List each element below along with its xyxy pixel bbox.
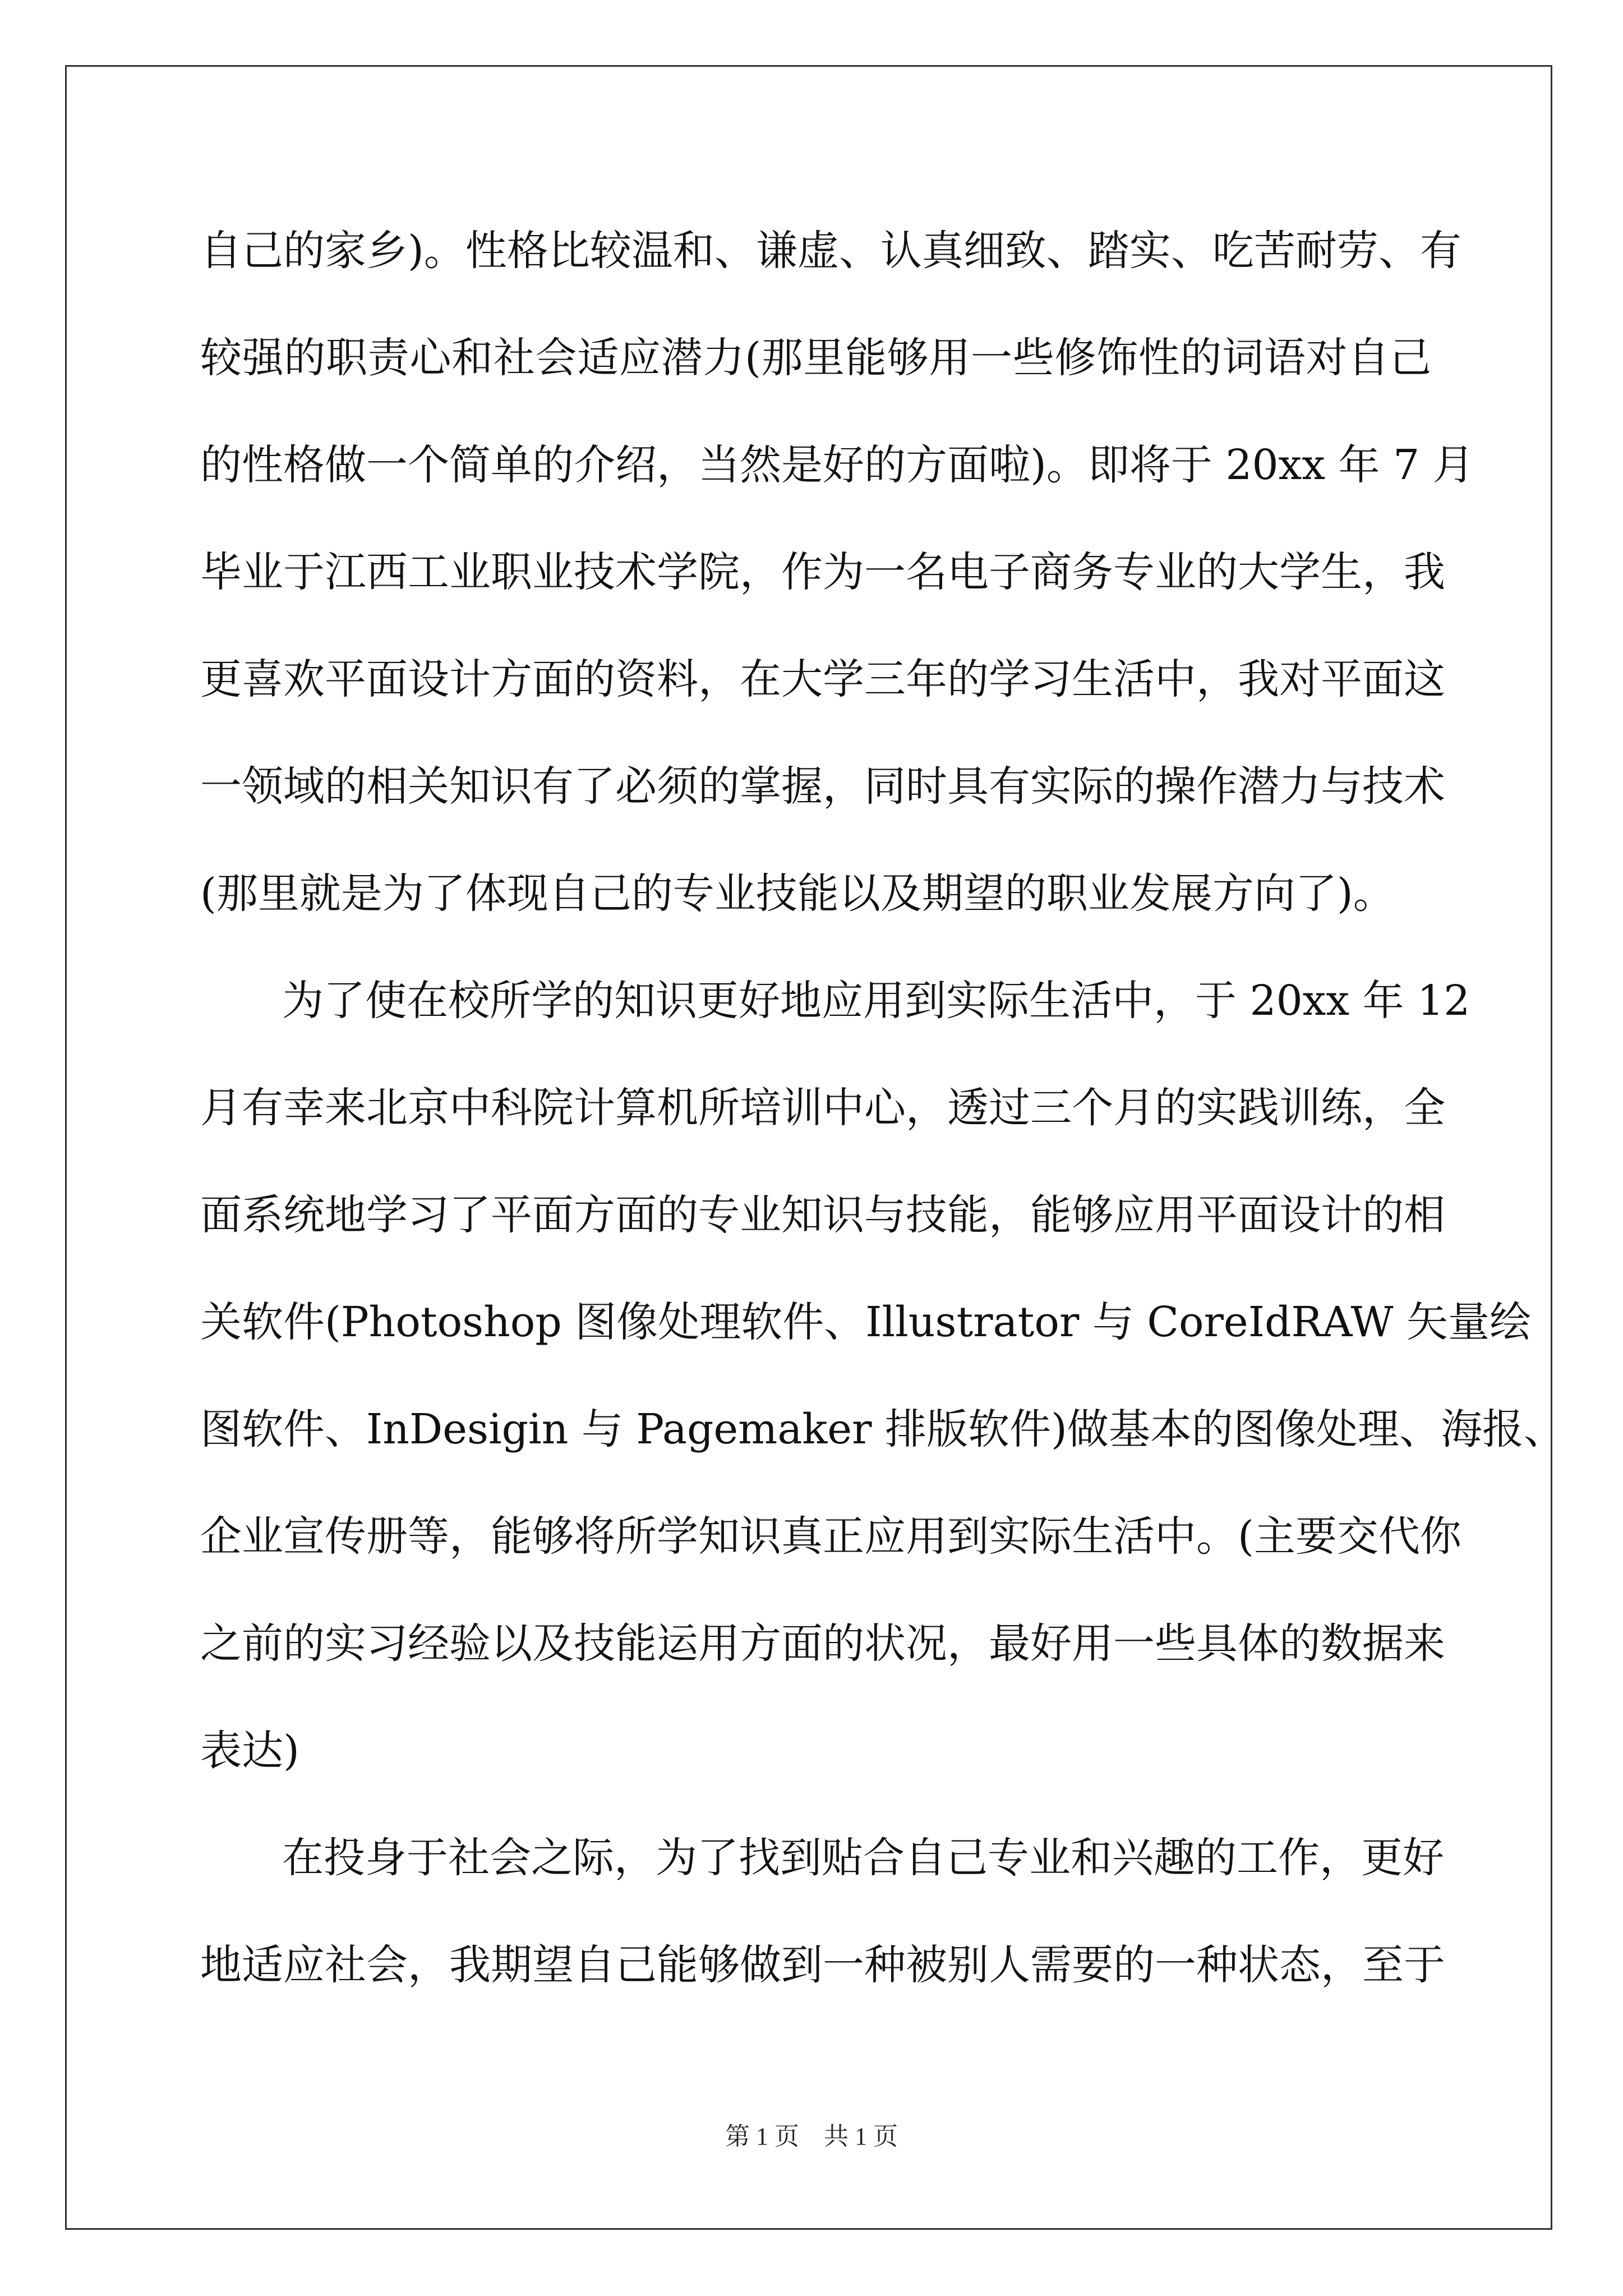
text-line: 之前的实习经验以及技能运用方面的状况，最好用一些具体的数据来 [200, 1619, 1445, 1668]
paragraph-first-line: 为了使在校所学的知识更好地应用到实际生活中，于 20xx 年 12 [282, 977, 1470, 1025]
text-line: 关软件(Photoshop 图像处理软件、Illustrator 与 CoreIdRAW 矢量绘 [200, 1298, 1532, 1346]
text-line: 一领域的相关知识有了必须的掌握，同时具有实际的操作潜力与技术 [200, 762, 1445, 811]
document-body [200, 222, 1565, 2043]
paragraph-first-line: 在投身于社会之际，为了找到贴合自己专业和兴趣的工作，更好 [282, 1834, 1444, 1882]
text-line: 毕业于江西工业职业技术学院，作为一名电子商务专业的大学生，我 [200, 548, 1445, 596]
text-line: 企业宣传册等，能够将所学知识真正应用到实际生活中。(主要交代你 [200, 1512, 1461, 1561]
text-line: 月有幸来北京中科院计算机所培训中心，透过三个月的实践训练，全 [200, 1084, 1445, 1132]
text-line: 更喜欢平面设计方面的资料，在大学三年的学习生活中，我对平面这 [200, 655, 1445, 703]
text-line: 表达) [200, 1727, 299, 1775]
text-line: (那里就是为了体现自己的专业技能以及期望的职业发展方向了)。 [200, 869, 1395, 918]
text-line: 较强的职责心和社会适应潜力(那里能够用一些修饰性的词语对自己 [200, 334, 1431, 382]
text-line: 自己的家乡)。性格比较温和、谦虚、认真细致、踏实、吃苦耐劳、有 [200, 227, 1461, 275]
text-line: 地适应社会，我期望自己能够做到一种被别人需要的一种状态，至于 [200, 1941, 1445, 1989]
text-line: 面系统地学习了平面方面的专业知识与技能，能够应用平面设计的相 [200, 1191, 1445, 1239]
page-number-footer: 第 1 页 共 1 页 [725, 2123, 898, 2150]
text-line: 的性格做一个简单的介绍，当然是好的方面啦)。即将于 20xx 年 7 月 [200, 441, 1474, 489]
text-line: 图软件、InDesigin 与 Pagemaker 排版软件)做基本的图像处理、海报、 [200, 1405, 1565, 1453]
